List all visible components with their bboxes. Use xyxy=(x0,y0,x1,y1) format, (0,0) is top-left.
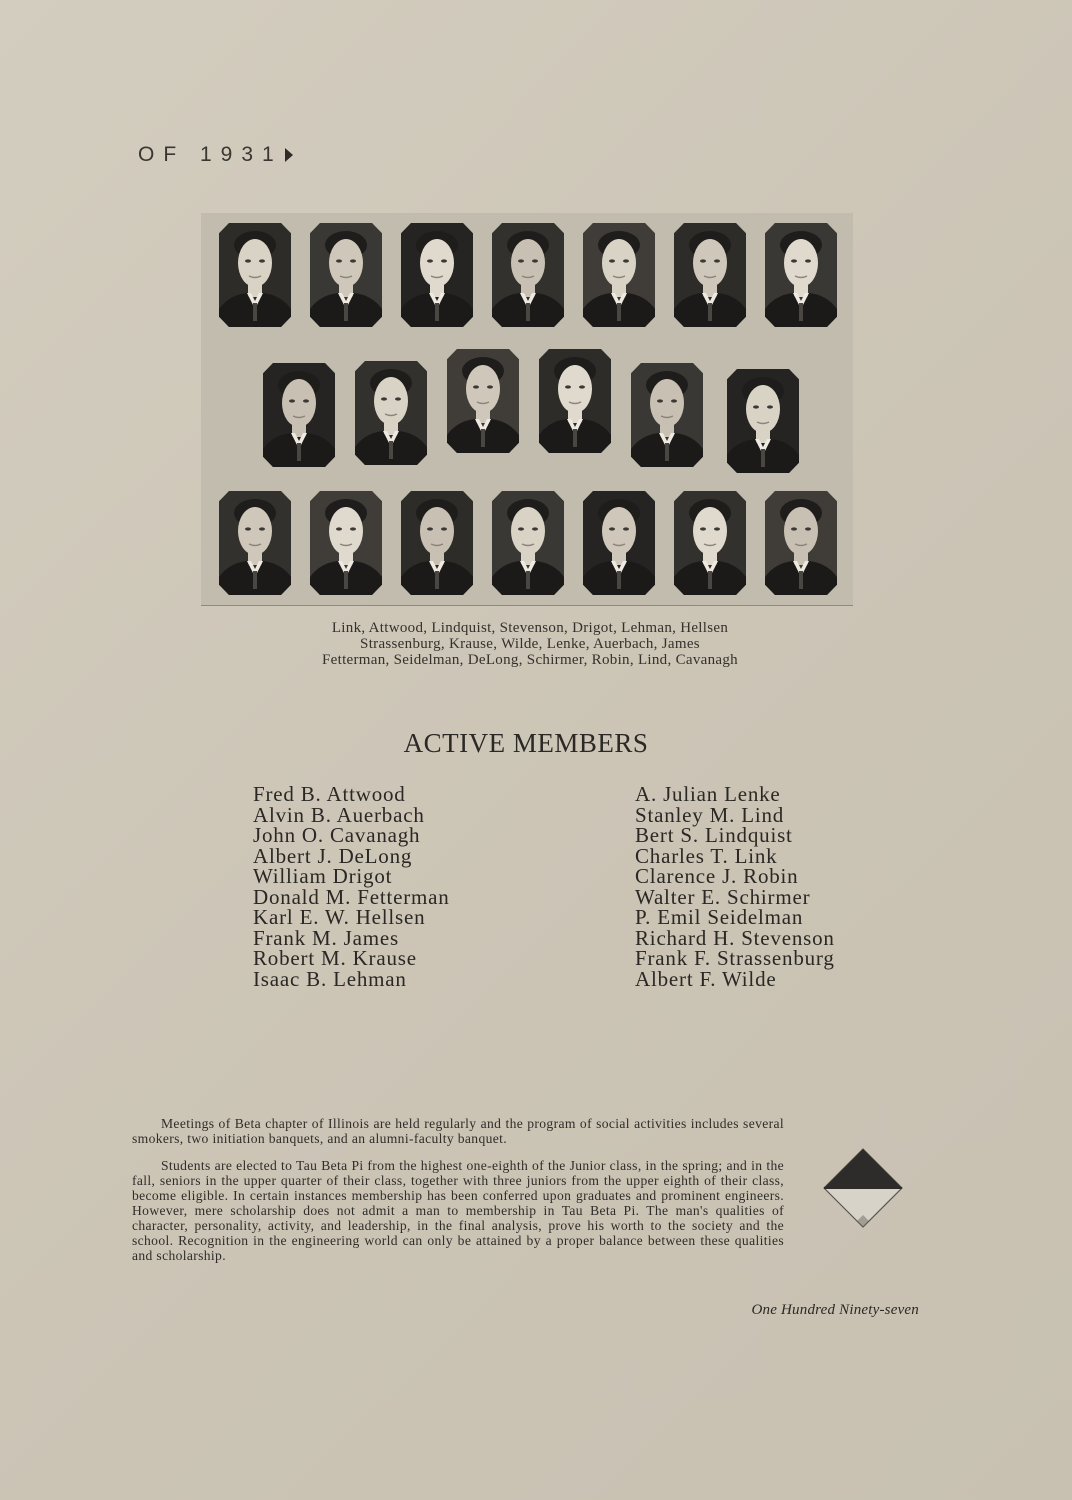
member-portrait xyxy=(310,223,382,327)
member-name: William Drigot xyxy=(253,864,393,888)
caption-line-2: Strassenburg, Krause, Wilde, Lenke, Auerbach, James xyxy=(360,636,700,652)
member-name: Albert F. Wilde xyxy=(635,966,777,991)
member-name: Isaac B. Lehman xyxy=(253,966,407,991)
member-name: Fred B. Attwood xyxy=(253,782,406,806)
member-portrait xyxy=(310,491,382,595)
running-head xyxy=(138,143,293,167)
photo-row-1 xyxy=(201,223,853,333)
triangle-arrow-icon xyxy=(285,148,293,162)
caption-line-3: Fetterman, Seidelman, DeLong, Schirmer, Robin, Lind, Cavanagh xyxy=(322,652,738,668)
photo-caption xyxy=(200,620,860,668)
member-portrait xyxy=(219,223,291,327)
member-name: Clarence J. Robin xyxy=(635,864,799,888)
member-name: Albert J. DeLong xyxy=(253,843,413,868)
member-portrait xyxy=(765,491,837,595)
member-portrait xyxy=(539,349,611,453)
paragraph-text: Meetings of Beta chapter of Illinois are held regularly and the program of social activities includes several smokers, two initiation banquets, and an alumni-faculty banquet. xyxy=(132,1116,784,1146)
member-portrait xyxy=(401,223,473,327)
member-name: Walter E. Schirmer xyxy=(635,884,811,909)
member-name: Charles T. Link xyxy=(635,843,778,868)
member-name: Donald M. Fetterman xyxy=(253,884,450,909)
photo-row-2 xyxy=(201,349,853,459)
member-portrait xyxy=(492,491,564,595)
member-portrait xyxy=(263,363,335,467)
member-name: Frank M. James xyxy=(253,925,399,950)
member-name: Stanley M. Lind xyxy=(635,802,785,827)
member-portrait xyxy=(401,491,473,595)
members-list-left xyxy=(253,784,450,989)
paragraph-text: Students are elected to Tau Beta Pi from the highest one-eighth of the Junior class, in the spring; and in the fall, seniors in the upper quarter of their class, together with three juniors from the upper eighth of their class, become eligible. In certain instances membership has been conferred upon graduates and prominent engineers. However, mere scholarship does not admit a man to membership in Tau Beta Pi. The man's qualities of character, personality, activity, and leadership, in the final analysis, prove his worth to the society and the school. Recognition in the engineering world can only be attained by a proper balance between these qualities and scholarship. xyxy=(132,1158,784,1263)
member-portrait xyxy=(355,361,427,465)
group-photo-panel xyxy=(201,213,853,606)
member-portrait xyxy=(674,491,746,595)
member-portrait xyxy=(492,223,564,327)
member-portrait xyxy=(727,369,799,473)
member-name: Richard H. Stevenson xyxy=(635,925,835,950)
tau-beta-pi-bent-emblem-icon xyxy=(823,1148,903,1228)
running-head-text: OF 1931 xyxy=(138,143,283,166)
members-list-right xyxy=(635,784,835,989)
member-portrait xyxy=(674,223,746,327)
paragraph-meetings xyxy=(132,1116,784,1146)
member-portrait xyxy=(447,349,519,453)
member-name: Frank F. Strassenburg xyxy=(635,946,835,970)
member-portrait xyxy=(765,223,837,327)
photo-row-3 xyxy=(201,491,853,601)
member-portrait xyxy=(219,491,291,595)
caption-line-1: Link, Attwood, Lindquist, Stevenson, Drigot, Lehman, Hellsen xyxy=(331,620,729,636)
member-name: Robert M. Krause xyxy=(253,946,417,970)
member-name: John O. Cavanagh xyxy=(253,823,421,847)
member-portrait xyxy=(631,363,703,467)
page-number: One Hundred Ninety-seven xyxy=(751,1302,919,1318)
member-portrait xyxy=(583,223,655,327)
member-name: P. Emil Seidelman xyxy=(635,905,804,929)
member-name: Karl E. W. Hellsen xyxy=(253,905,426,929)
paragraph-election xyxy=(132,1158,784,1263)
member-portrait xyxy=(583,491,655,595)
member-name: Alvin B. Auerbach xyxy=(253,802,425,827)
member-name: Bert S. Lindquist xyxy=(635,823,793,847)
member-name: A. Julian Lenke xyxy=(635,782,781,806)
section-title: ACTIVE MEMBERS xyxy=(403,728,649,758)
